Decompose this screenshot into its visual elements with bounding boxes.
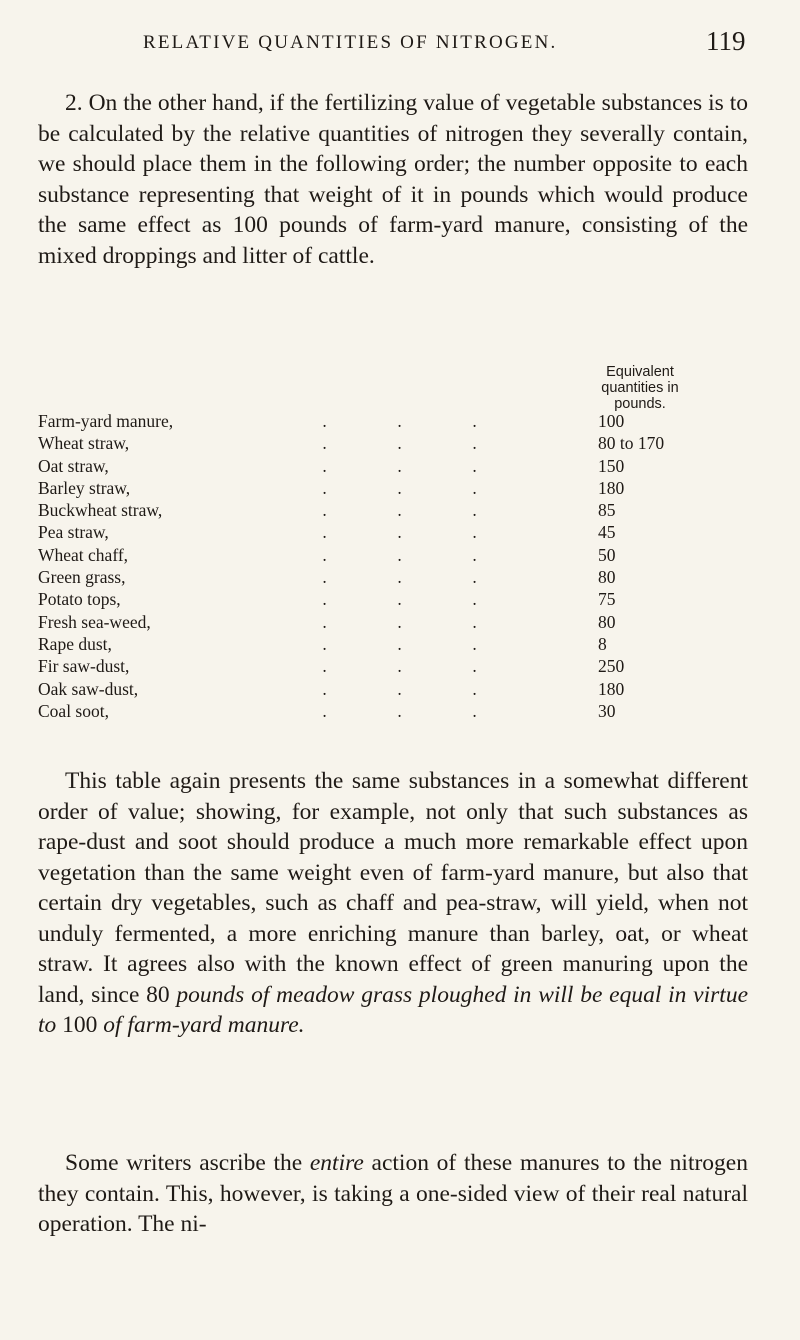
table-row	[38, 655, 758, 677]
equivalent-value: 180	[598, 678, 625, 699]
dot-leaders: . . .	[322, 433, 479, 454]
equivalent-value: 250	[598, 656, 625, 677]
table-row	[38, 432, 758, 454]
substance-name: Rape dust,	[38, 633, 112, 654]
equivalent-value: 100	[598, 411, 625, 431]
body-paragraph	[38, 766, 748, 1041]
equivalent-value: 180	[598, 477, 625, 498]
substance-name: Green grass,	[38, 567, 126, 588]
equivalent-value: 80	[598, 611, 616, 632]
substance-name: Fir saw-dust,	[38, 656, 130, 677]
substance-name: Barley straw,	[38, 477, 131, 498]
substance-name: Fresh sea-weed,	[38, 611, 151, 632]
table-row	[38, 633, 758, 655]
dot-leaders: . . .	[322, 678, 479, 699]
equivalent-value: 150	[598, 455, 625, 476]
closing-italic: entire	[309, 1150, 364, 1176]
table-row	[38, 499, 758, 521]
substance-name: Coal soot,	[38, 700, 109, 721]
intro-paragraph: 2. On the other hand, if the fertilizing value of vegetable substances is to be calculated by the relative quantities of nitrogen they severally contain, we should place them in the following order; the number opposite to each substance representing that weight of it in pounds which would produce the same effect as 100 pounds of farm-yard manure, consisting of the mixed droppings and litter of cattle.	[38, 90, 748, 269]
substance-name: Wheat straw,	[38, 433, 130, 454]
dot-leaders: . . .	[322, 522, 479, 543]
body-italic: pounds of meadow grass ploughed in will be equal in virtue to	[38, 981, 748, 1038]
running-title: RELATIVE QUANTITIES OF NITROGEN.	[143, 32, 558, 53]
substance-name: Oat straw,	[38, 455, 109, 476]
column-header-line: pounds.	[614, 396, 666, 412]
table-row	[38, 700, 758, 722]
substance-name: Wheat chaff,	[38, 544, 129, 565]
substance-name: Farm-yard manure,	[38, 411, 174, 431]
substance-name: Potato tops,	[38, 589, 121, 610]
table-row	[38, 544, 758, 566]
table-row	[38, 521, 758, 543]
dot-leaders: . . .	[322, 633, 479, 654]
equivalent-value: 50	[598, 544, 616, 565]
equivalent-value: 85	[598, 500, 616, 521]
dot-leaders: . . .	[322, 411, 479, 431]
page-number: 119	[706, 26, 746, 56]
table-row	[38, 611, 758, 633]
table-row	[38, 477, 758, 499]
closing-text: action of these manures to the nitrogen they contain. This, however, is taking a one-sided view of their real natural operation. The ni-	[38, 1150, 748, 1237]
substance-name: Pea straw,	[38, 522, 109, 543]
substance-name: Oak saw-dust,	[38, 678, 139, 699]
dot-leaders: . . .	[322, 656, 479, 677]
closing-paragraph	[38, 1148, 748, 1240]
table-row	[38, 566, 758, 588]
dot-leaders: . . .	[322, 455, 479, 476]
dot-leaders: . . .	[322, 567, 479, 588]
equivalent-value: 45	[598, 522, 616, 543]
equivalent-value: 75	[598, 589, 616, 610]
table-row	[38, 455, 758, 477]
equivalents-table	[38, 410, 758, 722]
dot-leaders: . . .	[322, 544, 479, 565]
substance-name: Buckwheat straw,	[38, 500, 163, 521]
column-header-line: Equivalent	[606, 364, 674, 380]
body-text: This table again presents the same substances in a somewhat different order of value; showing, for example, not only that such substances as rape-dust and soot should produce a much more remarkable effect upon vegetation than the same weight even of farm-yard manure, but also that certain dry vegetables, such as chaff and pea-straw, will yield, when not unduly fermented, a more enriching manure than barley, oat, or wheat straw. It agrees also with the known effect of green manuring upon the land, since 80	[38, 768, 748, 1008]
dot-leaders: . . .	[322, 477, 479, 498]
table-row	[38, 678, 758, 700]
closing-text: Some writers ascribe the	[65, 1150, 310, 1176]
dot-leaders: . . .	[322, 700, 479, 721]
body-text: 100	[56, 1012, 104, 1038]
column-header	[570, 364, 710, 412]
equivalent-value: 8	[598, 633, 607, 654]
equivalent-value: 80	[598, 567, 616, 588]
dot-leaders: . . .	[322, 611, 479, 632]
equivalent-value: 30	[598, 700, 616, 721]
table-row	[38, 410, 758, 432]
dot-leaders: . . .	[322, 589, 479, 610]
dot-leaders: . . .	[322, 500, 479, 521]
table-row	[38, 588, 758, 610]
body-italic: of farm-yard manure.	[103, 1012, 305, 1038]
equivalent-value: 80 to 170	[598, 433, 665, 454]
column-header-line: quantities in	[601, 380, 679, 396]
